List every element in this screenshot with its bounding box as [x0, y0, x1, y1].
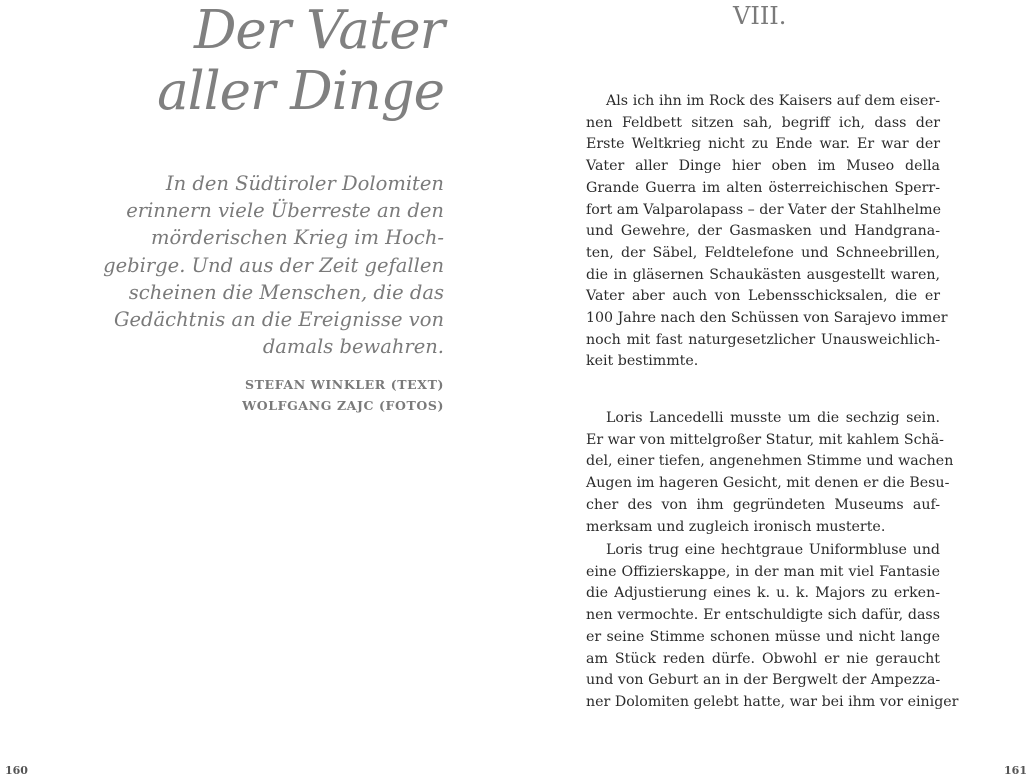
paragraph-line: ner Dolomiten gelebt hatte, war bei ihm vor einiger: [586, 693, 959, 710]
paragraph-line: Als ich ihn im Rock des Kaisers auf dem eiser-: [606, 93, 940, 109]
paragraph-line: Vater aller Dinge hier oben im Museo della: [586, 158, 940, 175]
paragraph-line: Loris Lancedelli musste um die sechzig sein.: [606, 410, 940, 426]
lead-line: Gedächtnis an die Ereignisse von: [113, 308, 444, 332]
paragraph-line: Vater aber auch von Lebensschicksalen, die er: [586, 288, 940, 305]
lead-line: mörderischen Krieg im Hoch-: [150, 226, 444, 250]
paragraph-line: Loris trug eine hechtgraue Uniformbluse und: [606, 542, 940, 558]
credit-text-author: STEFAN WINKLER (TEXT): [245, 377, 444, 392]
lead-line: gebirge. Und aus der Zeit gefallen: [103, 253, 444, 277]
paragraph-line: Erste Weltkrieg nicht zu Ende war. Er war der: [586, 136, 940, 153]
paragraph-line: und Gewehre, der Gasmasken und Handgrana-: [586, 223, 940, 240]
paragraph-line: er seine Stimme schonen müsse und nicht lange: [586, 628, 940, 645]
paragraph-line: cher des von ihm gegründeten Museums auf-: [586, 496, 940, 513]
paragraph-line: noch mit fast naturgesetzlicher Unausweichlich-: [586, 331, 940, 348]
article-title-line: aller Dinge: [157, 61, 444, 122]
credit-photo-author: WOLFGANG ZAJC (FOTOS): [242, 398, 444, 413]
paragraph-line: 100 Jahre nach den Schüssen von Sarajevo immer: [586, 310, 948, 327]
lead-line: In den Südtiroler Dolomiten: [165, 172, 444, 195]
paragraph-line: eine Offizierskappe, in der man mit viel Fantasie: [586, 563, 940, 580]
paragraph-line: am Stück reden dürfe. Obwohl er nie geraucht: [586, 650, 940, 667]
paragraph-line: nen Feldbett sitzen sah, begriff ich, dass der: [586, 114, 940, 131]
paragraph-line: Er war von mittelgroßer Statur, mit kahlem Schä-: [586, 431, 944, 448]
paragraph-line: nen vermochte. Er entschuldigte sich dafür, dass: [586, 607, 940, 624]
paragraph-line: die in gläsernen Schaukästen ausgestellt waren,: [586, 266, 940, 283]
lead-line: erinnern viele Überreste an den: [126, 199, 444, 223]
author-credits: [242, 374, 444, 416]
page-number-left: 160: [5, 764, 28, 777]
article-title: [24, 0, 444, 122]
paragraph-line: del, einer tiefen, angenehmen Stimme und wachen: [586, 453, 954, 470]
article-title-line: Der Vater: [193, 0, 444, 61]
left-page: [0, 0, 516, 784]
body-paragraph: [586, 91, 948, 373]
paragraph-line: Augen im hageren Gesicht, mit denen er die Besu-: [586, 475, 950, 492]
paragraph-line: fort am Valparolapass – der Vater der Stahlhelme: [586, 201, 942, 218]
paragraph-line: die Adjustierung eines k. u. k. Majors zu erken-: [586, 585, 940, 602]
article-lead: [84, 170, 444, 360]
chapter-number: VIII.: [733, 2, 787, 30]
page-number-right: 161: [1004, 764, 1027, 777]
body-paragraph: [586, 540, 959, 714]
lead-line: scheinen die Menschen, die das: [128, 280, 444, 304]
paragraph-line: merksam und zugleich ironisch musterte.: [586, 518, 886, 535]
paragraph-line: ten, der Säbel, Feldtelefone und Schneebrillen,: [586, 244, 940, 261]
paragraph-line: keit bestimmte.: [586, 353, 699, 370]
paragraph-line: Grande Guerra im alten österreichischen Sperr-: [586, 179, 940, 196]
right-page: [516, 0, 1033, 784]
paragraph-line: und von Geburt an in der Bergwelt der Ampezza-: [586, 672, 941, 689]
body-paragraph: [586, 408, 954, 538]
lead-line: damals bewahren.: [262, 335, 444, 359]
